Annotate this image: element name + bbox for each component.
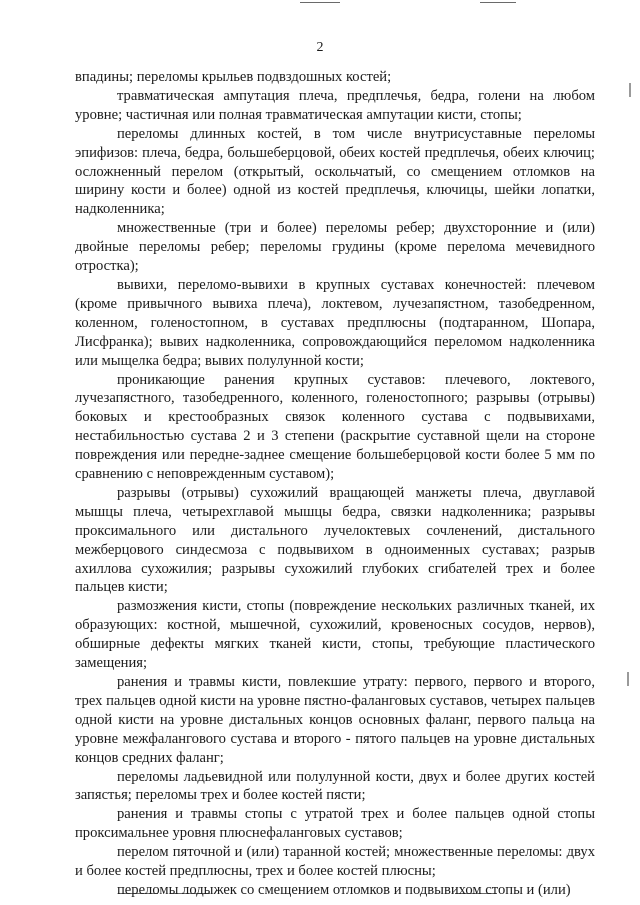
paragraph-long-bone-fractures: переломы длинных костей, в том числе внутрисуставные переломы эпифизов: плеча, бедра, большеберцовой, обеих костей предплечья, обеих ключиц; осложненный перелом (открытый, оскольчатый, со смещением отломков на ширину кости и более) одной из костей предплечья, ключицы, шейки лопатки, надколенника; [75,125,595,218]
margin-scan-mark-top [629,83,631,97]
paragraph-tarsal-fractures: перелом пяточной и (или) таранной костей; множественные переломы: двух и более костей предплюсны, трех и более костей плюсны; [75,844,595,880]
document-body [75,68,595,900]
page-number: 2 [316,40,324,55]
paragraph-hand-injuries: ранения и травмы кисти, повлекшие утрату: первого, первого и второго, трех пальцев одной кисти на уровне пястно-фаланговых суставов, четырех пальцев одной кисти на уровне дистальных концов основных фаланг, первого пальца на уровне межфалангового сустава и второго - пятого пальцев на уровне дистальных концов средних фаланг; [75,674,595,766]
top-scan-rule-left [300,2,340,3]
paragraph-penetrating-joint-wounds: проникающие ранения крупных суставов: плечевого, локтевого, лучезапястного, тазобедренного, коленного, голеностопного; разрывы (отрывы) боковых и крестообразных связок коленного сустава с подвывихами, нестабильностью сустава 2 и 3 степени (раскрытие суставной щели на стороне повреждения или передне-заднее смещение большеберцовой кости более 5 мм по сравнению с неповрежденным суставом); [75,371,595,483]
paragraph-wrist-fractures: переломы ладьевидной или полулунной кости, двух и более других костей запястья; переломы трех и более костей пясти; [75,768,595,804]
margin-scan-mark-bottom [627,672,629,686]
paragraph-dislocations: вывихи, переломо-вывихи в крупных суставах конечностей: плечевом (кроме привычного вывиха плеча), локтевом, лучезапястном, тазобедренном, коленном, голеностопном, в суставах предплюсны (подтаранном, Шопара, Лисфранка); вывих надколенника, сопровождающийся переломом надколенника или мыщелка бедра; вывих полулунной кости; [75,276,595,369]
paragraph-crush-injuries: размозжения кисти, стопы (повреждение нескольких различных тканей, их образующих: костной, мышечной, сухожилий, кровеносных сосудов, нервов), обширные дефекты мягких тканей кисти, стопы, требующие пластического замещения; [75,598,595,672]
top-scan-rule-right [480,2,516,3]
paragraph-traumatic-amputation: травматическая ампутация плеча, предплечья, бедра, голени на любом уровне; частичная или полная травматическая ампутации кисти, стопы; [75,87,595,123]
paragraph-tendon-ruptures: разрывы (отрывы) сухожилий вращающей манжеты плеча, двуглавой мышцы плеча, четырехглавой мышцы бедра, связки надколенника; разрывы проксимального или дистального лучелоктевых сочленений, дистального межберцового синдесмоза с подвывихом в одноименных суставах; разрыв ахиллова сухожилия; разрывы сухожилий глубоких сгибателей трех и более пальцев кисти; [75,484,595,596]
paragraph-pelvis-continuation: впадины; переломы крыльев подвздошных костей; [75,69,392,85]
paragraph-rib-fractures: множественные (три и более) переломы ребер; двухсторонние и (или) двойные переломы ребер; переломы грудины (кроме перелома мечевидного отростка); [75,220,595,275]
paragraph-foot-injuries: ранения и травмы стопы с утратой трех и более пальцев одной стопы проксимальнее уровня плюснефаланговых суставов; [75,806,595,842]
paragraph-ankle-fractures: переломы лодыжек со смещением отломков и подвывихом стопы и (или) [117,881,571,898]
